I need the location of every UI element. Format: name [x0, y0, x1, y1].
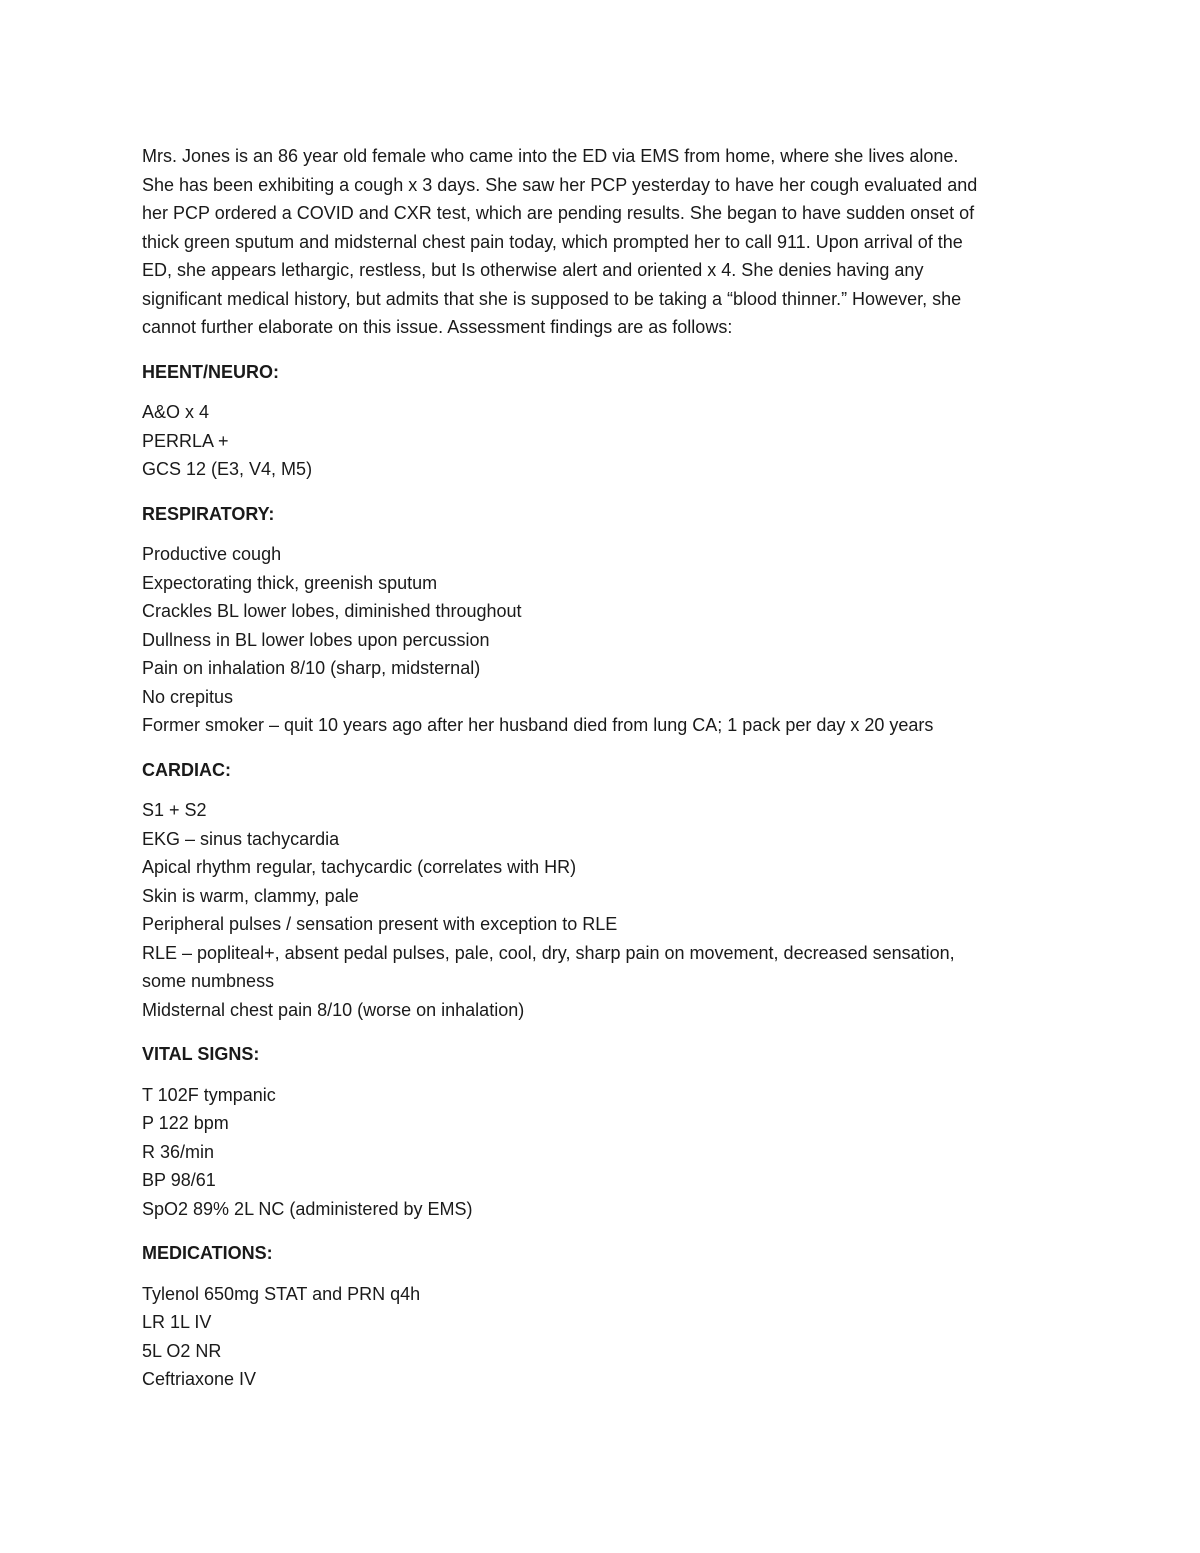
- list-item: LR 1L IV: [142, 1312, 212, 1332]
- list-item: Ceftriaxone IV: [142, 1369, 257, 1389]
- list-item: No crepitus: [142, 686, 234, 707]
- list-item: Tylenol 650mg STAT and PRN q4h: [142, 1283, 421, 1304]
- list-item: P 122 bpm: [142, 1113, 229, 1133]
- list-item: PERRLA +: [142, 430, 229, 451]
- intro-line: her PCP ordered a COVID and CXR test, which are pending results. She began to have sudden onset of: [142, 203, 975, 223]
- intro-line: ED, she appears lethargic, restless, but Is otherwise alert and oriented x 4. She denies having any: [142, 260, 924, 280]
- list-item: Skin is warm, clammy, pale: [142, 885, 359, 906]
- list-item: RLE – popliteal+, absent pedal pulses, pale, cool, dry, sharp pain on movement, decreased sensation,: [142, 942, 955, 963]
- intro-line: thick green sputum and midsternal chest pain today, which prompted her to call 911. Upon arrival of the: [142, 231, 963, 252]
- section-heading: RESPIRATORY:: [142, 503, 275, 524]
- list-item: Expectorating thick, greenish sputum: [142, 572, 438, 593]
- section-cardiac: [142, 756, 1072, 1025]
- list-item: Former smoker – quit 10 years ago after her husband died from lung CA; 1 pack per day x 20 years: [142, 715, 934, 735]
- list-item: A&O x 4: [142, 402, 210, 422]
- section-respiratory: [142, 500, 1072, 740]
- intro-line: significant medical history, but admits that she is supposed to be taking a “blood thinner.” However, she: [142, 288, 962, 309]
- list-item: Apical rhythm regular, tachycardic (correlates with HR): [142, 857, 577, 877]
- list-item: Productive cough: [142, 544, 282, 564]
- list-item: S1 + S2: [142, 800, 207, 820]
- list-item: GCS 12 (E3, V4, M5): [142, 459, 313, 479]
- section-list: [142, 398, 1072, 484]
- section-list: [142, 540, 1072, 740]
- document-content: [142, 142, 1072, 1394]
- list-item: EKG – sinus tachycardia: [142, 828, 340, 849]
- list-item: Crackles BL lower lobes, diminished throughout: [142, 601, 522, 621]
- section-vital-signs: [142, 1040, 1072, 1223]
- list-item: SpO2 89% 2L NC (administered by EMS): [142, 1198, 473, 1219]
- list-item: R 36/min: [142, 1141, 215, 1162]
- intro-line: Mrs. Jones is an 86 year old female who came into the ED via EMS from home, where she lives alone.: [142, 146, 959, 166]
- list-item: BP 98/61: [142, 1170, 216, 1190]
- list-item: Pain on inhalation 8/10 (sharp, midsternal): [142, 658, 481, 678]
- intro-paragraph: [142, 142, 1072, 342]
- list-item: T 102F tympanic: [142, 1084, 276, 1105]
- list-item: Peripheral pulses / sensation present with exception to RLE: [142, 914, 618, 934]
- section-medications: [142, 1239, 1072, 1394]
- list-item: 5L O2 NR: [142, 1340, 222, 1361]
- section-list: [142, 1280, 1072, 1394]
- section-heading: MEDICATIONS:: [142, 1243, 273, 1263]
- section-heading: HEENT/NEURO:: [142, 361, 280, 382]
- section-list: [142, 796, 1072, 1024]
- section-heading: CARDIAC:: [142, 759, 231, 780]
- section-heading: VITAL SIGNS:: [142, 1044, 260, 1064]
- section-list: [142, 1081, 1072, 1224]
- intro-line: cannot further elaborate on this issue. Assessment findings are as follows:: [142, 317, 733, 337]
- list-item: some numbness: [142, 971, 275, 991]
- list-item: Midsternal chest pain 8/10 (worse on inhalation): [142, 999, 525, 1020]
- intro-line: She has been exhibiting a cough x 3 days. She saw her PCP yesterday to have her cough evaluated and: [142, 174, 978, 195]
- list-item: Dullness in BL lower lobes upon percussion: [142, 629, 490, 650]
- section-heent-neuro: [142, 358, 1072, 484]
